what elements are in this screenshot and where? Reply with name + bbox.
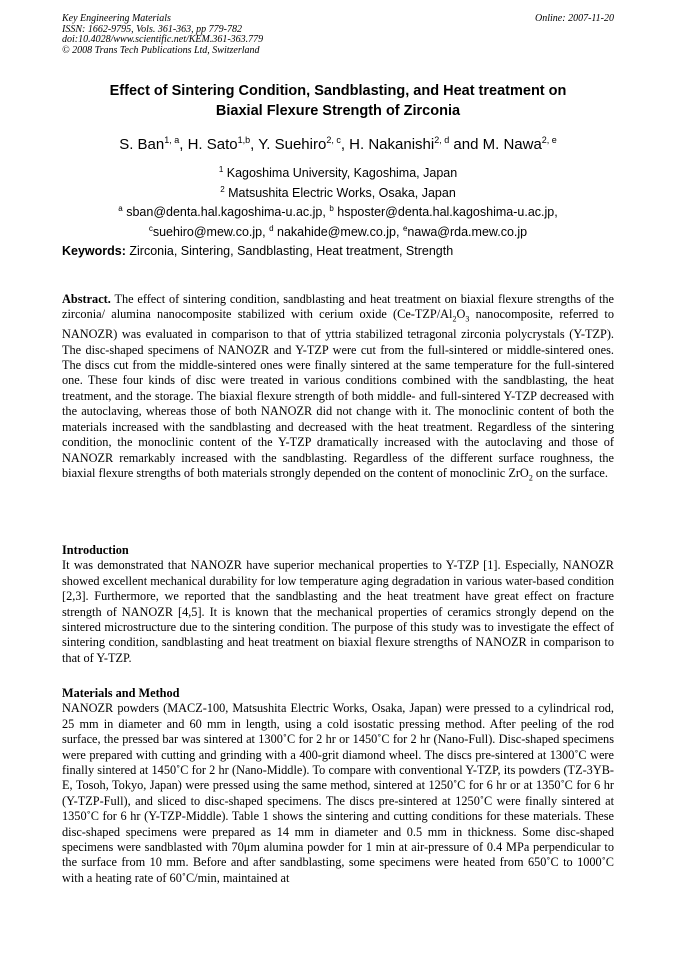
section-paragraph: It was demonstrated that NANOZR have superior mechanical properties to Y-TZP [1]. Especially, NANOZR showed excellent mechanical durability for low temperature aging degradation in various water-based condition [2,3]. Furthermore, we reported that the sandblasting and the heat treatment have great effect on fracture strength of NANOZR [4,5]. It is known that the mechanical properties of ceramics strongly depend on the sintered microstructure due to the sintering condition. The purpose of this study was to investigate the effect of sintering condition, sandblasting and heat treatment on biaxial flexure strengths of NANOZR in comparison to that of Y-TZP. (62, 558, 614, 665)
section-heading: Introduction (62, 543, 129, 557)
journal-name: Key Engineering Materials (62, 13, 171, 24)
author-affiliation-mark: 1,b (237, 135, 251, 145)
author-affiliation-mark: 1, a (164, 135, 180, 145)
introduction-section (62, 543, 614, 666)
keywords-text: Zirconia, Sintering, Sandblasting, Heat treatment, Strength (125, 244, 454, 258)
author-name: H. Sato (187, 136, 238, 153)
email-link[interactable]: nawa@rda.mew.co.jp (407, 225, 528, 240)
author-name: Y. Suehiro (258, 136, 327, 153)
author-and: and (449, 136, 483, 153)
email-line: $^a$ sban@denta.hal.kagoshima-u.ac.jp, $^b$ hsposter@denta.hal.kagoshima-u.ac.jp, (118, 204, 558, 220)
section-heading: Materials and Method (62, 686, 180, 700)
keywords-label: Keywords: (62, 244, 126, 258)
title-line-2: Biaxial Flexure Strength of Zirconia (215, 103, 461, 119)
author-affiliation-mark: 2, e (541, 135, 557, 145)
section-paragraph: NANOZR powders (MACZ-100, Matsushita Electric Works, Osaka, Japan) were pressed to a cylindrical rod, 25 mm in diameter and 60 mm in length, using a cold isostatic pressing method. After peeling of the rod surface, the pressed bar was sintered at 1300˚C for 2 hr or 1450˚C for 2 hr (Nano-Full). Disc-shaped specimens were prepared with cutting and grinding with a 400-grit diamond wheel. The discs pre-sintered at 1300˚C were finally sintered at 1450˚C for 2 hr (Nano-Middle). To compare with conventional Y-TZP, its powders (TZ-3YB-E, Tosoh, Tokyo, Japan) were pressed using the same method, sintered at 1250˚C for 6 hr or at 1350˚C for 6 hr (Y-TZP-Full), and sliced to disc-shaped specimens. The discs pre-sintered at 1250˚C were finally sintered at 1350˚C for 6 hr (Y-TZP-Middle). Table 1 shows the sintering and cutting conditions for these materials. These disc-shaped specimens were prepared as 14 mm in diameter and 0.5 mm in thickness. Some disc-shaped specimens were sandblasted with 70μm alumina powder for 1 min at air-pressure of 0.4 MPa perpendicular to the surface from 10 mm. Before and after sandblasting, some specimens were heated from 650˚C to 1000˚C with a heating rate of 60˚C/min, maintained at (62, 701, 614, 885)
author-name: H. Nakanishi (349, 136, 435, 153)
affiliation-line: $^2$ Matsushita Electric Works, Osaka, Japan (220, 184, 456, 200)
author-list (62, 130, 614, 155)
author-separator: , (340, 136, 350, 153)
email-link[interactable]: suehiro@mew.co.jp, (152, 225, 270, 240)
abstract-label: Abstract. (62, 292, 111, 306)
affiliation-line: $^1$ Kagoshima University, Kagoshima, Japan (218, 165, 458, 181)
affiliations (62, 162, 614, 241)
author-separator: , (250, 136, 259, 153)
email-line: $^c$suehiro@mew.co.jp, $^d$ nakahide@mew.co.jp, $^e$nawa@rda.mew.co.jp (148, 223, 528, 240)
abstract-section: Abstract. The effect of sintering condition, sandblasting and heat treatment on biaxial flexure strengths of the zirconia/ alumina nanocomposite stabilized with cerium oxide ($Ce-TZP/Al_2O_3$ nanocomposite, referred to NANOZR) was evaluated in comparison to that of yttria stabilized tetragonal zirconia polycrystals (Y-TZP). The disc-shaped specimens of NANOZR and Y-TZP were cut from the full-sintered or middle-sintered ones. The discs cut from the middle-sintered ones were finally sintered at the same temperature for the full-sintered one. These four kinds of disc were treated in various conditions combined with the sandblasting, the heat treatment, and the storage. The biaxial flexure strength of both middle- and full-sintered Y-TZP decreased with the autoclaving, whereas those of both NANOZR did not change with it. The monoclinic content of both the materials increased with the sandblasting and decreased with the heat treatment. Regardless of the sintering condition, the monoclinic content of the Y-TZP dramatically increased with the autoclaving and those of NANOZR remarkably increased with the sandblasting. Regardless of the different surface roughness, the biaxial flexure strengths of both materials strongly depended on the content of monoclinic ZrO$_2$ on the surface. (62, 292, 614, 483)
keywords (62, 244, 622, 258)
methods-section (62, 686, 614, 886)
email-link[interactable]: hsposter@denta.hal.kagoshima-u.ac.jp, (333, 205, 558, 220)
author-affiliation-mark: 2, d (434, 135, 450, 145)
email-link[interactable]: nakahide@mew.co.jp, (273, 225, 403, 240)
journal-header (62, 14, 614, 56)
paper-title (62, 81, 614, 121)
title-line-1: Effect of Sintering Condition, Sandblasting, and Heat treatment on (109, 83, 567, 99)
copyright-line: © 2008 Trans Tech Publications Ltd, Switzerland (62, 44, 260, 56)
email-link[interactable]: sban@denta.hal.kagoshima-u.ac.jp, (122, 205, 330, 220)
author-affiliation-mark: 2, c (326, 135, 341, 145)
doi-line: doi:10.4028/www.scientific.net/KEM.361-363.779 (62, 34, 264, 45)
author-separator: , (179, 136, 188, 153)
author-name: M. Nawa (482, 136, 542, 153)
online-date: Online: 2007-11-20 (535, 13, 614, 24)
author-name: S. Ban (119, 136, 165, 153)
issn-line: ISSN: 1662-9795, Vols. 361-363, pp 779-782 (62, 23, 242, 35)
